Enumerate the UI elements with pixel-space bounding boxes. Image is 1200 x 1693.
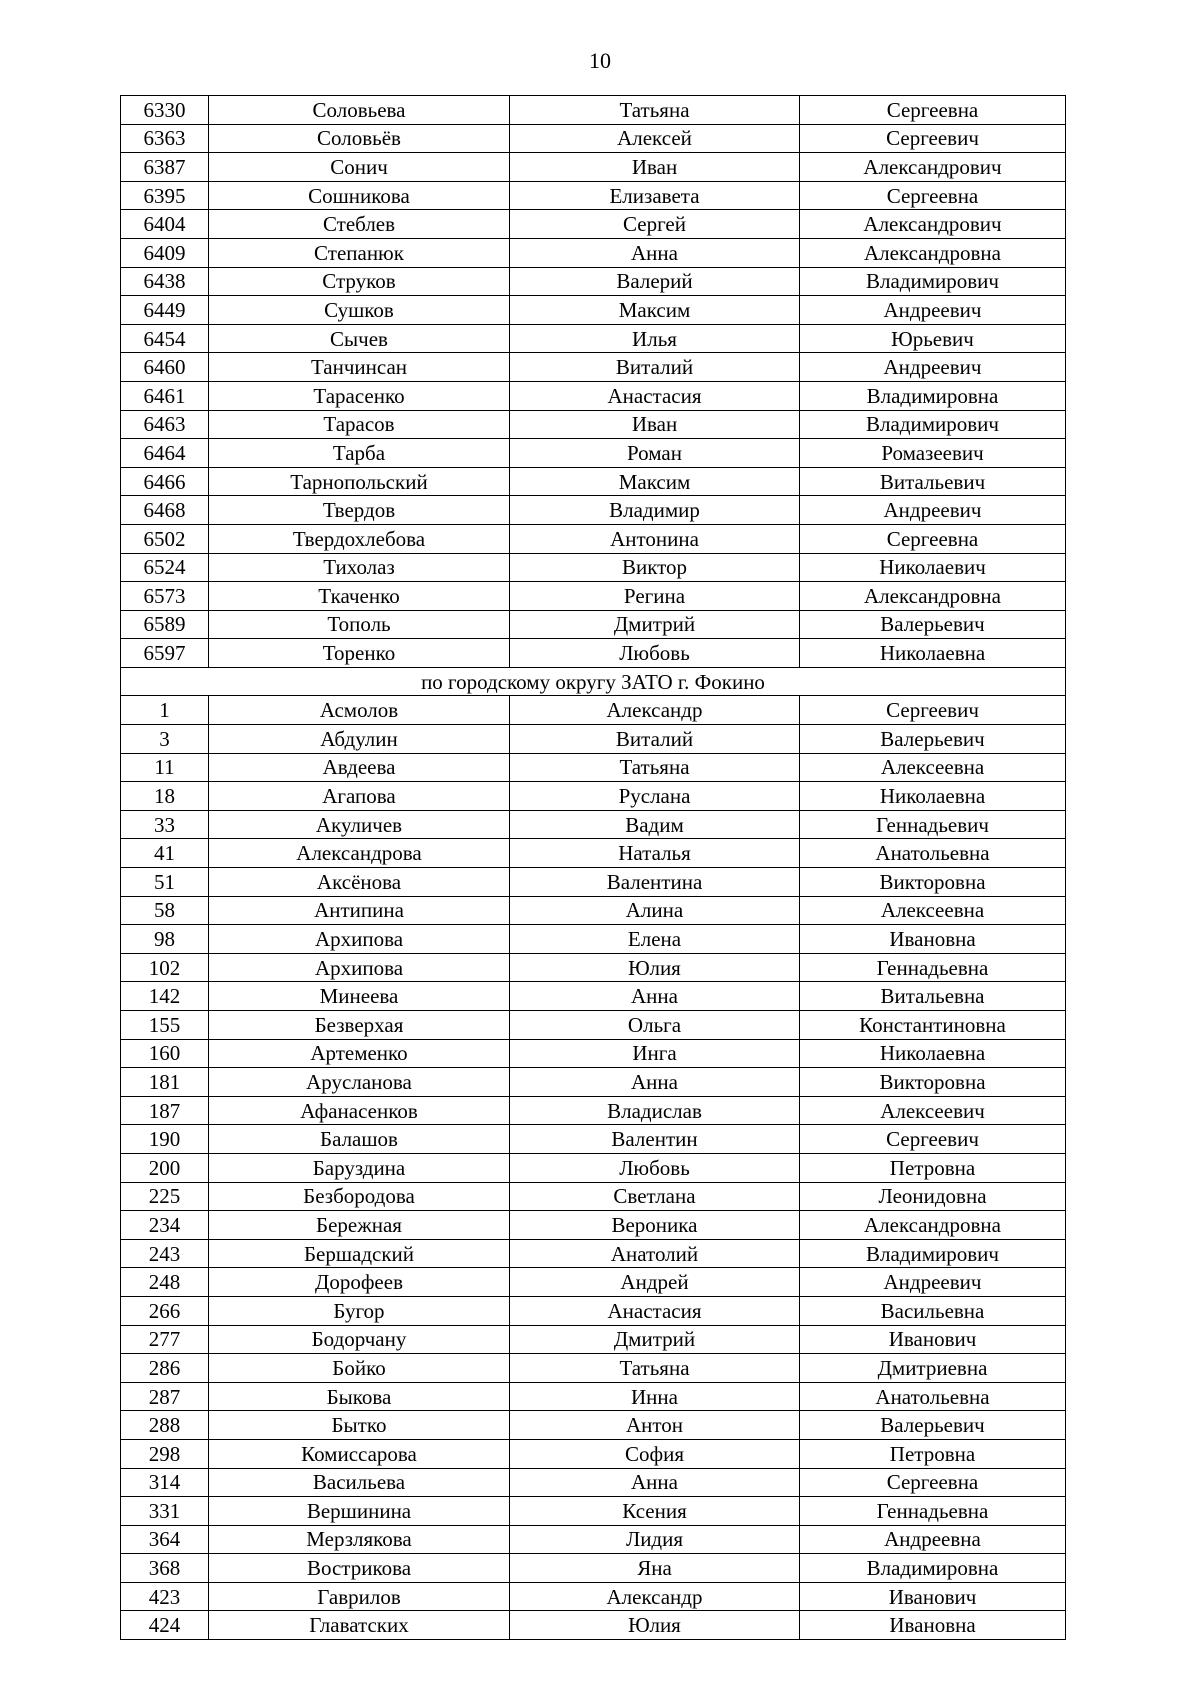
last-name: Архипова (209, 953, 510, 982)
first-name: Инна (510, 1382, 800, 1411)
last-name: Твердохлебова (209, 524, 510, 553)
patronymic: Сергеевич (800, 124, 1066, 153)
table-row (121, 238, 1066, 267)
last-name: Архипова (209, 925, 510, 954)
first-name: Дмитрий (510, 1325, 800, 1354)
table-row (121, 1039, 1066, 1068)
table-row (121, 753, 1066, 782)
patronymic: Геннадьевна (800, 1497, 1066, 1526)
last-name: Сушков (209, 296, 510, 325)
last-name: Бугор (209, 1296, 510, 1325)
record-number: 6404 (121, 210, 209, 239)
first-name: Виталий (510, 353, 800, 382)
patronymic: Дмитриевна (800, 1354, 1066, 1383)
record-number: 423 (121, 1582, 209, 1611)
table-row (121, 1525, 1066, 1554)
first-name: Любовь (510, 1153, 800, 1182)
table-row (121, 1382, 1066, 1411)
first-name: Анна (510, 238, 800, 267)
table-row (121, 896, 1066, 925)
last-name: Тихолаз (209, 553, 510, 582)
first-name: Иван (510, 410, 800, 439)
record-number: 364 (121, 1525, 209, 1554)
patronymic: Сергеевич (800, 1125, 1066, 1154)
patronymic: Петровна (800, 1153, 1066, 1182)
record-number: 277 (121, 1325, 209, 1354)
patronymic: Валерьевич (800, 610, 1066, 639)
first-name: Ксения (510, 1497, 800, 1526)
first-name: Валентин (510, 1125, 800, 1154)
first-name: Алексей (510, 124, 800, 153)
patronymic: Ромазеевич (800, 439, 1066, 468)
section-heading-group (121, 667, 1066, 696)
record-number: 6573 (121, 582, 209, 611)
table-row (121, 868, 1066, 897)
table-row (121, 982, 1066, 1011)
table-row (121, 953, 1066, 982)
first-name: Владислав (510, 1096, 800, 1125)
last-name: Соловьёв (209, 124, 510, 153)
first-name: Наталья (510, 839, 800, 868)
record-number: 288 (121, 1411, 209, 1440)
last-name: Ткаченко (209, 582, 510, 611)
table-row (121, 1296, 1066, 1325)
record-number: 3 (121, 725, 209, 754)
first-name: Валерий (510, 267, 800, 296)
last-name: Тополь (209, 610, 510, 639)
last-name: Арусланова (209, 1068, 510, 1097)
table-row (121, 782, 1066, 811)
last-name: Антипина (209, 896, 510, 925)
roster-part-2 (121, 696, 1066, 1640)
patronymic: Викторовна (800, 868, 1066, 897)
record-number: 6461 (121, 381, 209, 410)
last-name: Тарасов (209, 410, 510, 439)
table-row (121, 1497, 1066, 1526)
first-name: Антон (510, 1411, 800, 1440)
first-name: Андрей (510, 1268, 800, 1297)
last-name: Сонич (209, 153, 510, 182)
table-row (121, 1611, 1066, 1640)
patronymic: Витальевна (800, 982, 1066, 1011)
first-name: Виталий (510, 725, 800, 754)
patronymic: Викторовна (800, 1068, 1066, 1097)
last-name: Васильева (209, 1468, 510, 1497)
record-number: 225 (121, 1182, 209, 1211)
patronymic: Валерьевич (800, 1411, 1066, 1440)
patronymic: Леонидовна (800, 1182, 1066, 1211)
last-name: Твердов (209, 496, 510, 525)
first-name: Елизавета (510, 181, 800, 210)
first-name: Руслана (510, 782, 800, 811)
table-row (121, 267, 1066, 296)
table-row (121, 639, 1066, 668)
record-number: 6463 (121, 410, 209, 439)
patronymic: Васильевна (800, 1296, 1066, 1325)
record-number: 58 (121, 896, 209, 925)
table-row (121, 467, 1066, 496)
first-name: Роман (510, 439, 800, 468)
record-number: 368 (121, 1554, 209, 1583)
last-name: Артеменко (209, 1039, 510, 1068)
first-name: Любовь (510, 639, 800, 668)
table-row (121, 1354, 1066, 1383)
table-row (121, 124, 1066, 153)
record-number: 98 (121, 925, 209, 954)
last-name: Афанасенков (209, 1096, 510, 1125)
first-name: Максим (510, 296, 800, 325)
record-number: 102 (121, 953, 209, 982)
patronymic: Алексеевна (800, 896, 1066, 925)
record-number: 6597 (121, 639, 209, 668)
record-number: 248 (121, 1268, 209, 1297)
patronymic: Андреевна (800, 1525, 1066, 1554)
record-number: 160 (121, 1039, 209, 1068)
first-name: Дмитрий (510, 610, 800, 639)
last-name: Главатских (209, 1611, 510, 1640)
first-name: Регина (510, 582, 800, 611)
table-row (121, 439, 1066, 468)
patronymic: Сергеевна (800, 96, 1066, 125)
table-row (121, 1582, 1066, 1611)
first-name: Максим (510, 467, 800, 496)
record-number: 424 (121, 1611, 209, 1640)
last-name: Тарасенко (209, 381, 510, 410)
patronymic: Александровна (800, 1211, 1066, 1240)
table-row (121, 496, 1066, 525)
patronymic: Андреевич (800, 353, 1066, 382)
first-name: Анна (510, 982, 800, 1011)
first-name: Вероника (510, 1211, 800, 1240)
record-number: 6466 (121, 467, 209, 496)
last-name: Безверхая (209, 1011, 510, 1040)
last-name: Стеблев (209, 210, 510, 239)
last-name: Сычев (209, 324, 510, 353)
last-name: Минеева (209, 982, 510, 1011)
patronymic: Николаевна (800, 639, 1066, 668)
last-name: Александрова (209, 839, 510, 868)
record-number: 266 (121, 1296, 209, 1325)
first-name: Александр (510, 696, 800, 725)
record-number: 287 (121, 1382, 209, 1411)
last-name: Торенко (209, 639, 510, 668)
patronymic: Юрьевич (800, 324, 1066, 353)
last-name: Балашов (209, 1125, 510, 1154)
table-row (121, 1125, 1066, 1154)
table-row (121, 1439, 1066, 1468)
record-number: 6468 (121, 496, 209, 525)
last-name: Дорофеев (209, 1268, 510, 1297)
patronymic: Владимирович (800, 1239, 1066, 1268)
patronymic: Николаевич (800, 553, 1066, 582)
table-row (121, 410, 1066, 439)
last-name: Комиссарова (209, 1439, 510, 1468)
first-name: Вадим (510, 810, 800, 839)
last-name: Вострикова (209, 1554, 510, 1583)
first-name: Елена (510, 925, 800, 954)
last-name: Баруздина (209, 1153, 510, 1182)
table-row (121, 181, 1066, 210)
table-row (121, 153, 1066, 182)
patronymic: Сергеевна (800, 181, 1066, 210)
last-name: Абдулин (209, 725, 510, 754)
table-row (121, 1011, 1066, 1040)
patronymic: Сергеевич (800, 696, 1066, 725)
record-number: 298 (121, 1439, 209, 1468)
last-name: Соловьева (209, 96, 510, 125)
patronymic: Сергеевна (800, 1468, 1066, 1497)
patronymic: Владимирович (800, 267, 1066, 296)
last-name: Бодорчану (209, 1325, 510, 1354)
first-name: Александр (510, 1582, 800, 1611)
first-name: Татьяна (510, 753, 800, 782)
first-name: Татьяна (510, 1354, 800, 1383)
table-row (121, 296, 1066, 325)
patronymic: Ивановна (800, 925, 1066, 954)
record-number: 155 (121, 1011, 209, 1040)
first-name: София (510, 1439, 800, 1468)
table-row (121, 324, 1066, 353)
last-name: Бытко (209, 1411, 510, 1440)
first-name: Татьяна (510, 96, 800, 125)
patronymic: Алексеевна (800, 753, 1066, 782)
patronymic: Сергеевна (800, 524, 1066, 553)
patronymic: Алексеевич (800, 1096, 1066, 1125)
last-name: Безбородова (209, 1182, 510, 1211)
first-name: Анна (510, 1068, 800, 1097)
last-name: Быкова (209, 1382, 510, 1411)
first-name: Юлия (510, 1611, 800, 1640)
record-number: 51 (121, 868, 209, 897)
section-heading: по городскому округу ЗАТО г. Фокино (121, 667, 1066, 696)
first-name: Юлия (510, 953, 800, 982)
record-number: 234 (121, 1211, 209, 1240)
patronymic: Анатольевна (800, 839, 1066, 868)
table-row (121, 1468, 1066, 1497)
first-name: Анастасия (510, 1296, 800, 1325)
first-name: Анатолий (510, 1239, 800, 1268)
record-number: 6454 (121, 324, 209, 353)
record-number: 6460 (121, 353, 209, 382)
record-number: 314 (121, 1468, 209, 1497)
last-name: Акуличев (209, 810, 510, 839)
last-name: Аксёнова (209, 868, 510, 897)
table-row (121, 582, 1066, 611)
patronymic: Владимировна (800, 1554, 1066, 1583)
first-name: Илья (510, 324, 800, 353)
last-name: Танчинсан (209, 353, 510, 382)
record-number: 18 (121, 782, 209, 811)
patronymic: Александровна (800, 238, 1066, 267)
record-number: 181 (121, 1068, 209, 1097)
page-number: 10 (589, 48, 611, 73)
table-row (121, 610, 1066, 639)
record-number: 6363 (121, 124, 209, 153)
first-name: Владимир (510, 496, 800, 525)
table-row (121, 1239, 1066, 1268)
record-number: 6409 (121, 238, 209, 267)
record-number: 243 (121, 1239, 209, 1268)
record-number: 6589 (121, 610, 209, 639)
record-number: 1 (121, 696, 209, 725)
first-name: Лидия (510, 1525, 800, 1554)
patronymic: Ивановна (800, 1611, 1066, 1640)
table-row (121, 381, 1066, 410)
table-row (121, 1068, 1066, 1097)
table-row (121, 839, 1066, 868)
last-name: Вершинина (209, 1497, 510, 1526)
record-number: 6502 (121, 524, 209, 553)
roster-table (120, 95, 1066, 1640)
last-name: Тарнопольский (209, 467, 510, 496)
last-name: Струков (209, 267, 510, 296)
first-name: Антонина (510, 524, 800, 553)
table-row (121, 1153, 1066, 1182)
first-name: Виктор (510, 553, 800, 582)
first-name: Иван (510, 153, 800, 182)
record-number: 6464 (121, 439, 209, 468)
record-number: 142 (121, 982, 209, 1011)
patronymic: Александрович (800, 210, 1066, 239)
table-row (121, 1211, 1066, 1240)
first-name: Анна (510, 1468, 800, 1497)
record-number: 6438 (121, 267, 209, 296)
table-row (121, 1554, 1066, 1583)
last-name: Сошникова (209, 181, 510, 210)
patronymic: Геннадьевич (800, 810, 1066, 839)
patronymic: Александрович (800, 153, 1066, 182)
patronymic: Анатольевна (800, 1382, 1066, 1411)
table-row (121, 210, 1066, 239)
record-number: 6449 (121, 296, 209, 325)
first-name: Валентина (510, 868, 800, 897)
table-row (121, 1268, 1066, 1297)
patronymic: Александровна (800, 582, 1066, 611)
first-name: Сергей (510, 210, 800, 239)
table-row (121, 696, 1066, 725)
record-number: 33 (121, 810, 209, 839)
patronymic: Николаевна (800, 1039, 1066, 1068)
table-row (121, 1096, 1066, 1125)
record-number: 331 (121, 1497, 209, 1526)
table-row (121, 1411, 1066, 1440)
last-name: Мерзлякова (209, 1525, 510, 1554)
record-number: 200 (121, 1153, 209, 1182)
table-row (121, 353, 1066, 382)
patronymic: Николаевна (800, 782, 1066, 811)
last-name: Агапова (209, 782, 510, 811)
record-number: 41 (121, 839, 209, 868)
patronymic: Константиновна (800, 1011, 1066, 1040)
roster-part-1 (121, 96, 1066, 668)
patronymic: Андреевич (800, 296, 1066, 325)
table-row (121, 96, 1066, 125)
last-name: Асмолов (209, 696, 510, 725)
patronymic: Витальевич (800, 467, 1066, 496)
first-name: Яна (510, 1554, 800, 1583)
record-number: 6387 (121, 153, 209, 182)
table-row (121, 725, 1066, 754)
last-name: Авдеева (209, 753, 510, 782)
last-name: Степанюк (209, 238, 510, 267)
first-name: Инга (510, 1039, 800, 1068)
first-name: Ольга (510, 1011, 800, 1040)
patronymic: Валерьевич (800, 725, 1066, 754)
patronymic: Геннадьевна (800, 953, 1066, 982)
first-name: Светлана (510, 1182, 800, 1211)
last-name: Тарба (209, 439, 510, 468)
table-row (121, 1325, 1066, 1354)
table-row (121, 553, 1066, 582)
table-row (121, 1182, 1066, 1211)
record-number: 286 (121, 1354, 209, 1383)
patronymic: Андреевич (800, 1268, 1066, 1297)
patronymic: Иванович (800, 1325, 1066, 1354)
patronymic: Андреевич (800, 496, 1066, 525)
record-number: 187 (121, 1096, 209, 1125)
last-name: Гаврилов (209, 1582, 510, 1611)
first-name: Анастасия (510, 381, 800, 410)
record-number: 190 (121, 1125, 209, 1154)
last-name: Бойко (209, 1354, 510, 1383)
patronymic: Владимирович (800, 410, 1066, 439)
patronymic: Иванович (800, 1582, 1066, 1611)
record-number: 6330 (121, 96, 209, 125)
patronymic: Петровна (800, 1439, 1066, 1468)
section-heading-row (121, 667, 1066, 696)
record-number: 6395 (121, 181, 209, 210)
table-row (121, 810, 1066, 839)
first-name: Алина (510, 896, 800, 925)
last-name: Бережная (209, 1211, 510, 1240)
table-row (121, 524, 1066, 553)
record-number: 6524 (121, 553, 209, 582)
last-name: Бершадский (209, 1239, 510, 1268)
patronymic: Владимировна (800, 381, 1066, 410)
record-number: 11 (121, 753, 209, 782)
table-row (121, 925, 1066, 954)
